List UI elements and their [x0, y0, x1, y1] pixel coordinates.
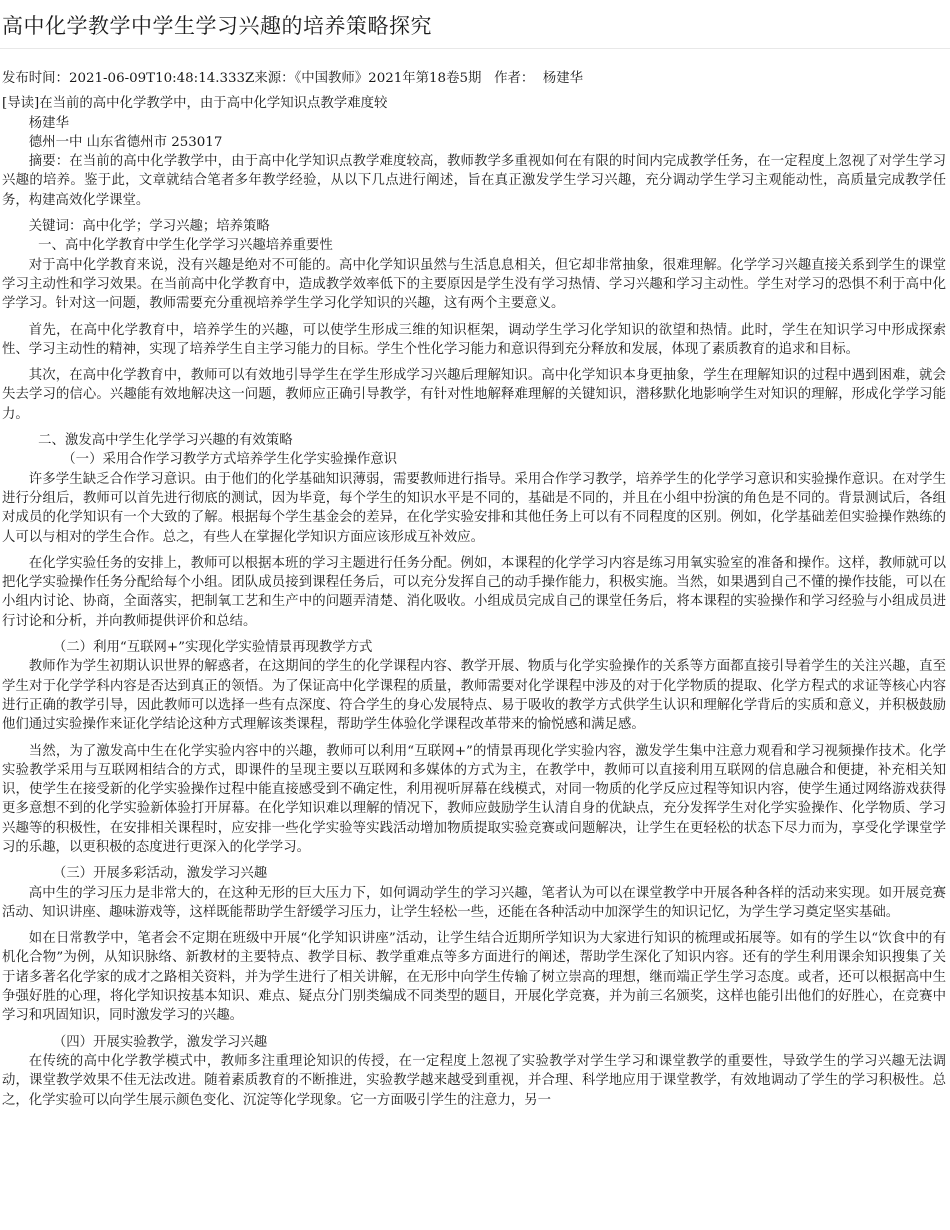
paragraph: 首先，在高中化学教育中，培养学生的兴趣，可以使学生形成三维的知识框架，调动学生学习化学知识的欲望和热情。此时，学生在知识学习中形成探索性、学习主动性的精神，实现了培养学生自主学习能力的目标。学生个性化学习能力和意识得到充分释放和发展，体现了素质教育的追求和目标。 — [2, 322, 946, 357]
article-body — [2, 69, 946, 1110]
author-meta: 杨建华 — [542, 71, 584, 86]
lead-text: [导读]在当前的高中化学教学中，由于高中化学知识点教学难度较 — [2, 96, 388, 112]
subsection-heading: （三）开展多彩活动，激发学习兴趣 — [52, 866, 268, 882]
paragraph: 其次，在高中化学教育中，教师可以有效地引导学生在学生形成学习兴趣后理解知识。高中化学知识本身更抽象，学生在理解知识的过程中遇到困难，就会失去学习的信心。兴趣能有效地解决这一问题，教师应正确引导教学，有针对性地解释难理解的关键知识，潜移默化地影响学生对知识的理解，形成化学学习能力。 — [2, 368, 946, 422]
article-meta — [2, 69, 946, 88]
publish-time: 2021-06-09T10:48:14.333Z — [68, 71, 255, 86]
subsection-heading: （二）利用“互联网+”实现化学实验情景再现教学方式 — [52, 640, 373, 656]
author-label: 作者： — [494, 71, 535, 86]
paragraph: 在化学实验任务的安排上，教师可以根据本班的学习主题进行任务分配。例如，本课程的化学学习内容是练习用氧实验室的准备和操作。这样，教师就可以把化学实验操作任务分配给每个小组。团队成员接到课程任务后，可以充分发挥自己的动手操作能力，积极实施。当然，如果遇到自己不懂的操作技能，可以在小组内讨论、协商，全面落实，把制氧工艺和生产中的问题弄清楚、消化吸收。小组成员完成自己的课堂任务后，将本课程的实验操作和学习经验与小组成员进行讨论和分析，并向教师提供评价和总结。 — [2, 555, 946, 629]
paragraph: 许多学生缺乏合作学习意识。由于他们的化学基础知识薄弱，需要教师进行指导。采用合作学习教学，培养学生的化学学习意识和实验操作意识。在对学生进行分组后，教师可以首先进行彻底的测试，因为毕竟，每个学生的知识水平是不同的，基础是不同的，并且在小组中扮演的角色是不同的。背景测试后，各组对成员的化学知识有一个大致的了解。根据每个学生基金会的差异，在化学实验安排和其他任务上可以有不同程度的区别。例如，化学基础差但实验操作熟练的人可以与相对的学生合作。总之，有些人在掌握化学知识方面应该形成互补效应。 — [2, 471, 946, 545]
section-heading: 一、高中化学教育中学生化学学习兴趣培养重要性 — [38, 238, 333, 254]
abstract: 摘要：在当前的高中化学教学中，由于高中化学知识点教学难度较高，教师教学多重视如何在有限的时间内完成教学任务，在一定程度上忽视了对学生学习兴趣的培养。鉴于此，文章就结合笔者多年教学经验，从以下几点进行阐述，旨在真正激发学生学习兴趣，充分调动学生学习主观能动性，高质量完成教学任务，构建高效化学课堂。 — [2, 154, 946, 208]
author-affiliation: 德州一中 山东省德州市 253017 — [28, 134, 223, 150]
title-divider — [0, 48, 950, 49]
paragraph: 高中生的学习压力是非常大的，在这种无形的巨大压力下，如何调动学生的学习兴趣，笔者认为可以在课堂教学中开展各种各样的活动来实现。如开展竞赛活动、知识讲座、趣味游戏等，这样既能帮助学生舒缓学习压力，让学生轻松一些，还能在各种活动中加深学生的知识记忆，为学生学习奠定坚实基础。 — [2, 885, 946, 920]
paragraph: 教师作为学生初期认识世界的解惑者，在这期间的学生的化学课程内容、教学开展、物质与化学实验操作的关系等方面都直接引导着学生的关注兴趣，直至学生对于化学学科内容是否达到真正的领悟。为了保证高中化学课程的质量，教师需要对化学课程中涉及的对于化学物质的提取、化学方程式的求证等核心内容进行正确的教学引导，因此教师可以选择一些有点深度、符合学生的身心发展特点、易于吸收的教学方式供学生认识和理解化学背后的实质和意义，并积极鼓励他们通过实验操作来证化学结论这种方式理解该类课程，帮助学生体验化学课程改革带来的愉悦感和满足感。 — [2, 659, 946, 733]
paragraph: 当然，为了激发高中生在化学实验内容中的兴趣，教师可以利用“互联网+”的情景再现化学实验内容，激发学生集中注意力观看和学习视频操作技术。化学实验教学采用与互联网相结合的方式，即课件的呈现主要以互联网和多媒体的方式为主，在教学中，教师可以直接利用互联网的信息融合和便捷，补充相关知识，使学生在接受新的化学实验操作过程中能直接感受到不确定性，利用视听屏幕在线模式，对同一物质的化学反应过程等知识内容，使学生通过网络游戏获得更多意想不到的化学实验新体验打开屏幕。在化学知识难以理解的情况下，教师应鼓励学生认清自身的优缺点，充分发挥学生对化学实验操作、化学物质、学习兴趣等的积极性，在安排相关课程时，应安排一些化学实验等实践活动增加物质提取实验竞赛或问题解决，让学生在更轻松的状态下尽力而为，享受化学课堂学习的乐趣，以更积极的态度进行更深入的化学学习。 — [2, 743, 946, 855]
keywords: 关键词：高中化学；学习兴趣；培养策略 — [28, 219, 270, 235]
article-title: 高中化学教学中学生学习兴趣的培养策略探究 — [2, 14, 432, 38]
paragraph: 如在日常教学中，笔者会不定期在班级中开展“化学知识讲座”活动，让学生结合近期所学知识为大家进行知识的梳理或拓展等。如有的学生以“饮食中的有机化合物”为例，从知识脉络、新教材的主要特点、教学目标、教学重难点等多方面进行的阐述，帮助学生深化了知识内容。还有的学生利用课余知识搜集了关于诸多著名化学家的成才之路相关资料，并为学生进行了相关讲解，在无形中向学生传输了树立崇高的理想，继而端正学生学习态度。或者，还可以根据高中生争强好胜的心理，将化学知识按基本知识、难点、疑点分门别类编成不同类型的题目，开展化学竞赛，并为前三名颁奖，这样也能引出他们的好胜心，在竞赛中学习和巩固知识，同时激发学习的兴趣。 — [2, 931, 946, 1024]
source-label: 来源： — [254, 71, 295, 86]
author-name: 杨建华 — [28, 115, 69, 131]
subsection-heading: （四）开展实验教学，激发学习兴趣 — [52, 1034, 268, 1050]
paragraph: 在传统的高中化学教学模式中，教师多注重理论知识的传授，在一定程度上忽视了实验教学对学生学习和课堂教学的重要性，导致学生的学习兴趣无法调动，课堂教学效果不佳无法改进。随着素质教育的不断推进，实验教学越来越受到重视，并合理、科学地应用于课堂教学，有效地调动了学生的学习积极性。总之，化学实验可以向学生展示颜色变化、沉淀等化学现象。它一方面吸引学生的注意力，另一 — [2, 1053, 946, 1108]
publish-label: 发布时间： — [2, 71, 69, 86]
paragraph: 对于高中化学教育来说，没有兴趣是绝对不可能的。高中化学知识虽然与生活息息相关，但它却非常抽象，很难理解。化学学习兴趣直接关系到学生的课堂学习主动性和学习效果。在当前高中化学教育中，造成教学效率低下的主要原因是学生没有学习热情、学习兴趣和学习主动性。学生对学习的恐惧不利于高中化学学习。针对这一问题，教师需要充分重视培养学生学习化学知识的兴趣，这有两个主要意义。 — [2, 257, 946, 312]
source-name: 《中国教师》2021年第18卷5期 — [294, 71, 482, 86]
section-heading: 二、激发高中学生化学学习兴趣的有效策略 — [38, 433, 293, 449]
subsection-heading: （一）采用合作学习教学方式培养学生化学实验操作意识 — [62, 452, 398, 468]
